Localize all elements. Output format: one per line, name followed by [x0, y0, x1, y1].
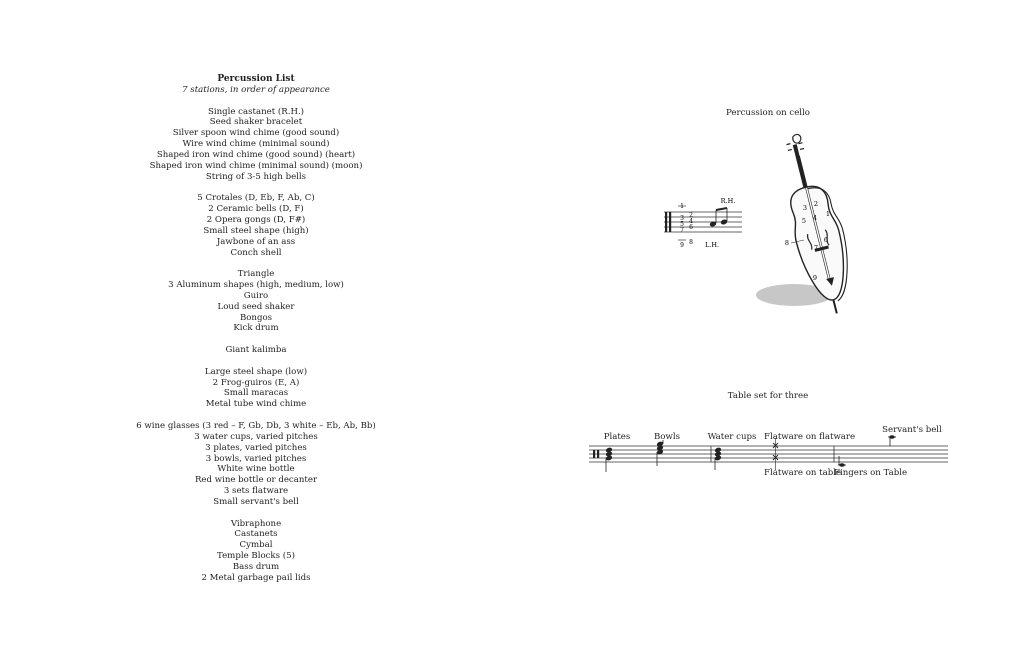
group-spacer [96, 508, 416, 519]
cello-number-1: 1 [825, 210, 831, 218]
percussion-item: Seed shaker bracelet [209, 117, 303, 128]
percussion-group [96, 367, 416, 410]
label-fingers-on-table: Fingers on Table [834, 468, 908, 478]
servants-bell-note [888, 435, 896, 446]
label-flatware-on-flatware: Flatware on flatware [764, 432, 856, 442]
cello-number-2: 2 [813, 200, 819, 208]
percussion-item: Giant kalimba [225, 345, 287, 356]
percussion-item: Small servant's bell [213, 496, 299, 507]
rh-label: R.H. [720, 197, 736, 205]
percussion-item: Loud seed shaker [217, 301, 295, 312]
label-flatware-on-table: Flatware on table [764, 468, 842, 478]
cello-number-9: 9 [812, 274, 818, 282]
percussion-item: 3 Aluminum shapes (high, medium, low) [168, 280, 344, 291]
percussion-group [96, 107, 416, 183]
percussion-item: Wire wind chime (minimal sound) [182, 139, 330, 150]
percussion-list-subtitle: 7 stations, in order of appearance [182, 84, 330, 95]
percussion-item: 2 Opera gongs (D, F#) [206, 214, 306, 225]
percussion-group [96, 421, 416, 508]
staff-number-3: 3 [680, 215, 684, 222]
staff-number-9: 9 [680, 242, 684, 249]
cello-drawing [756, 130, 871, 320]
staff-number-top: 1 [680, 203, 684, 210]
cello-number-4: 4 [812, 214, 818, 222]
cello-number-8: 8 [784, 239, 790, 247]
group-spacer [96, 258, 416, 269]
staff-number-5: 5 [680, 221, 684, 228]
percussion-item: Single castanet (R.H.) [207, 106, 305, 117]
percussion-group [96, 519, 416, 584]
fingers-note [838, 456, 846, 467]
cello-number-6: 6 [823, 236, 829, 244]
percussion-item: Small steel shape (high) [203, 225, 309, 236]
percussion-item: 6 wine glasses (3 red – F, Gb, Db, 3 white – Eb, Ab, Bb) [136, 421, 376, 431]
group-spacer [96, 356, 416, 367]
cello-notation [660, 192, 750, 252]
percussion-item: 2 Metal garbage pail lids [201, 572, 311, 583]
lh-label: L.H. [704, 241, 720, 249]
percussion-group [96, 345, 416, 356]
percussion-item: White wine bottle [217, 464, 295, 475]
cello-figure-caption: Percussion on cello [726, 108, 810, 118]
group-spacer [96, 182, 416, 193]
cello-number-5: 5 [801, 217, 807, 225]
percussion-item: String of 3-5 high bells [205, 171, 307, 182]
percussion-item: Castanets [234, 529, 278, 540]
percussion-item: Shaped iron wind chime (minimal sound) (moon) [149, 160, 363, 171]
percussion-list-title: Percussion List [217, 74, 295, 84]
cello-number-3: 3 [802, 204, 808, 212]
group-spacer [96, 334, 416, 345]
percussion-item: Large steel shape (low) [204, 366, 308, 377]
percussion-item: Metal tube wind chime [205, 399, 307, 410]
percussion-item: Temple Blocks (5) [217, 551, 295, 562]
water-cups-chord [714, 447, 722, 470]
group-spacer [96, 410, 416, 421]
percussion-item: 2 Frog-guiros (E, A) [212, 377, 300, 388]
label-plates: Plates [603, 432, 631, 442]
percussion-item: 3 bowls, varied pitches [205, 453, 307, 464]
percussion-item: Shaped iron wind chime (good sound) (heart) [156, 149, 356, 160]
percussion-item: Red wine bottle or decanter [194, 475, 318, 486]
percussion-group [96, 193, 416, 258]
table-figure-caption: Table set for three [727, 391, 809, 401]
percussion-item: Guiro [243, 290, 269, 301]
percussion-item: Bongos [239, 312, 273, 323]
percussion-item: Silver spoon wind chime (good sound) [172, 128, 340, 139]
percussion-item: Cymbal [239, 540, 273, 551]
label-water-cups: Water cups [707, 432, 757, 442]
staff-number-8: 8 [689, 239, 693, 246]
staff-number-7: 7 [680, 227, 684, 234]
percussion-item: Small maracas [223, 388, 289, 399]
percussion-item: 3 sets flatware [223, 486, 289, 497]
percussion-list [96, 74, 416, 584]
percussion-item: Kick drum [233, 323, 279, 334]
cello-number-7: 7 [813, 244, 819, 252]
percussion-item: Triangle [237, 269, 275, 280]
percussion-item: 3 water cups, varied pitches [194, 431, 318, 442]
group-spacer [96, 96, 416, 107]
percussion-item: Bass drum [232, 561, 280, 572]
percussion-group [96, 269, 416, 334]
label-servants-bell: Servant's bell [882, 425, 942, 435]
label-bowls: Bowls [653, 432, 680, 442]
plates-chord [605, 447, 613, 472]
percussion-item: 3 plates, varied pitches [205, 442, 307, 453]
percussion-item: 5 Crotales (D, Eb, F, Ab, C) [197, 193, 315, 204]
staff-number-4: 4 [689, 218, 693, 225]
percussion-item: Jawbone of an ass [216, 236, 296, 247]
percussion-item: Conch shell [230, 247, 282, 258]
staff-number-2: 2 [689, 212, 693, 219]
staff-number-6: 6 [689, 224, 693, 231]
percussion-item: 2 Ceramic bells (D, F) [208, 204, 304, 215]
percussion-groups [96, 96, 416, 584]
percussion-item: Vibraphone [230, 518, 282, 529]
